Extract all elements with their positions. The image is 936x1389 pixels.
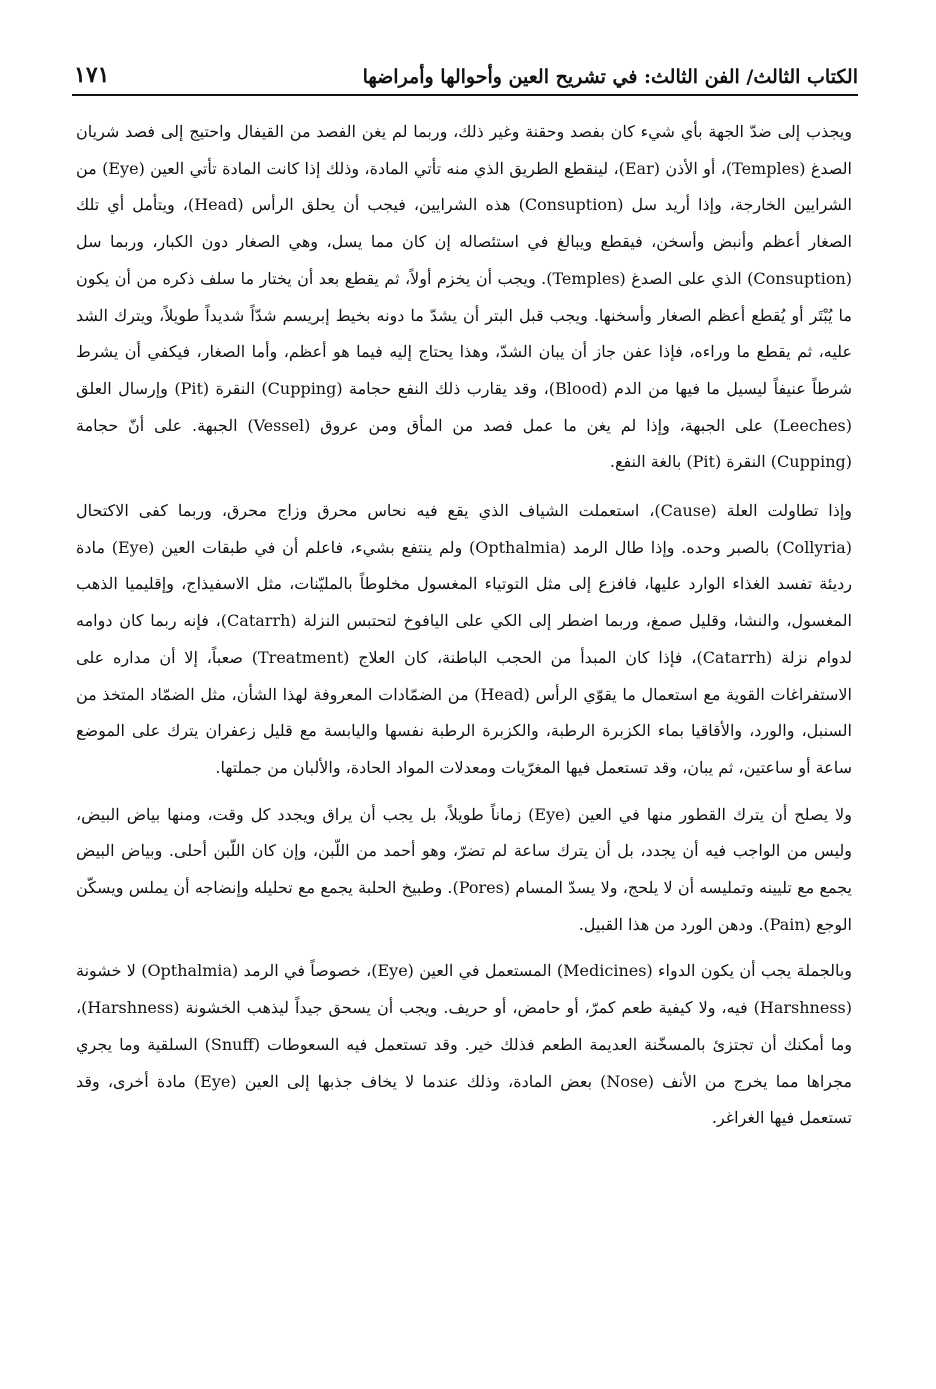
body-text xyxy=(76,114,852,1137)
paragraph-3: ولا يصلح أن يترك القطور منها في العين (Eye) زماناً طويلاً، بل يجب أن يراق ويجدد كل وقت، ومنها بياض البيض، وليس من الواجب فيه أن يجدد، بل أن يترك ساعة لم تضرّ، وهو أحمد من اللّبن، وإن كان اللّبن أحلى. وبياض البيض يجمع مع تليينه وتمليسه أن لا يلحج، ولا يسدّ المسام (Pores). وطبيخ الحلبة يجمع مع تحليله وإنضاجه أن يملس ويسكّن الوجع (Pain). ودهن الورد من هذا القبيل. xyxy=(76,804,853,934)
header-title: الكتاب الثالث/ الفن الثالث: في تشريح العين وأحوالها وأمراضها xyxy=(362,66,858,88)
running-header xyxy=(74,48,858,88)
header-divider xyxy=(72,94,858,96)
page-number: ١٧١ xyxy=(74,62,110,88)
paragraph-1: ويجذب إلى ضدّ الجهة بأي شيء كان بفصد وحقنة وغير ذلك، وربما لم يغن الفصد من القيفال واحتيج إلى فصد شريان الصدغ (Temples)، أو الأذن (Ear)، لينقطع الطريق الذي منه تأتي المادة، وذلك إذا كانت المادة تأتي العين (Eye) من الشرايين الخارجة، وإذا أريد سل (Consuption) هذه الشرايين، فيجب أن يحلق الرأس (Head)، ويتأمل أي تلك الصغار أعظم وأنبض وأسخن، فيقطع ويبالغ في استئصاله إن كان مما يسل، وهي الصغار دون الكبار، وربما سل (Consuption) الذي على الصدغ (Temples). ويجب أن يخزم أولاً، ثم يقطع بعد أن يختار ما سلف ذكره من أن يكون ما يُبْتَر أو يُقطع أعظم الصغار وأسخنها. ويجب قبل البتر أن يشدّ ما دونه بخيط إبريسم شدّاً شديداً طويلاً، ويترك الشد عليه، ثم يقطع ما وراءه، فإذا عفن جاز أن يبان الشدّ، وهذا يحتاج إليه فيما هو أعظم، وأما الصغار، فيكفي أن يشرط شرطاً عنيفاً ليسيل ما فيها من الدم (Blood)، وقد يقارب ذلك النفع حجامة (Cupping) النقرة (Pit) وإرسال العلق (Leeches) على الجبهة، وإذا لم يغن ما عمل فصد من المأق ومن عروق (Vessel) الجبهة. على أنّ حجامة (Cupping) النقرة (Pit) بالغة النفع. xyxy=(76,122,853,472)
paragraph-2: وإذا تطاولت العلة (Cause)، استعملت الشياف الذي يقع فيه نحاس محرق وزاج محرق، وربما كفى الاكتحال (Collyria) بالصبر وحده. وإذا طال الرمد (Opthalmia) ولم ينتفع بشيء، فاعلم أن في طبقات العين (Eye) مادة رديئة تفسد الغذاء الوارد عليها، فافزع إلى مثل التوتياء المغسول مخلوطاً بالمليّنات، مثل الاسفيذاج، وإقليميا الذهب المغسول، والنشا، وقليل صمغ، وربما اضطر إلى الكي على اليافوخ لتحتبس النزلة (Catarrh)، فإنه ربما كان دوامه لدوام نزلة (Catarrh)، فإذا كان المبدأ من الحجب الباطنة، كان العلاج (Treatment) صعباً، إلا أن مداره على الاستفراغات القوية مع استعمال ما يقوّي الرأس (Head) من الضمّادات المعروفة لهذا الشأن، مثل الضمّاد المتخذ من السنبل، والورد، والأقاقيا بماء الكزبرة الرطبة، والكزبرة الرطبة نفسها واليابسة مع قليل زعفران يترك على الموضع ساعة أو ساعتين، ثم يبان، وقد تستعمل فيها المغرّيات ومعدلات المواد الحادة، والألبان من جملتها. xyxy=(76,501,853,777)
paragraph-4: وبالجملة يجب أن يكون الدواء (Medicines) المستعمل في العين (Eye)، خصوصاً في الرمد (Opthalmia) لا خشونة (Harshness) فيه، ولا كيفية طعم كمرّ، أو حامض، أو حريف. ويجب أن يسحق جيداً ليذهب الخشونة (Harshness)، وما أمكنك أن تجتزئ بالمسخّنة العديمة الطعم فذلك خير. وقد تستعمل فيه السعوطات (Snuff) السلقية وما يجري مجراها مما يخرج من الأنف (Nose) بعض المادة، وذلك عندما لا يخاف جذبها إلى العين (Eye) مادة أخرى، وقد تستعمل فيها الغراغر. xyxy=(76,961,853,1128)
